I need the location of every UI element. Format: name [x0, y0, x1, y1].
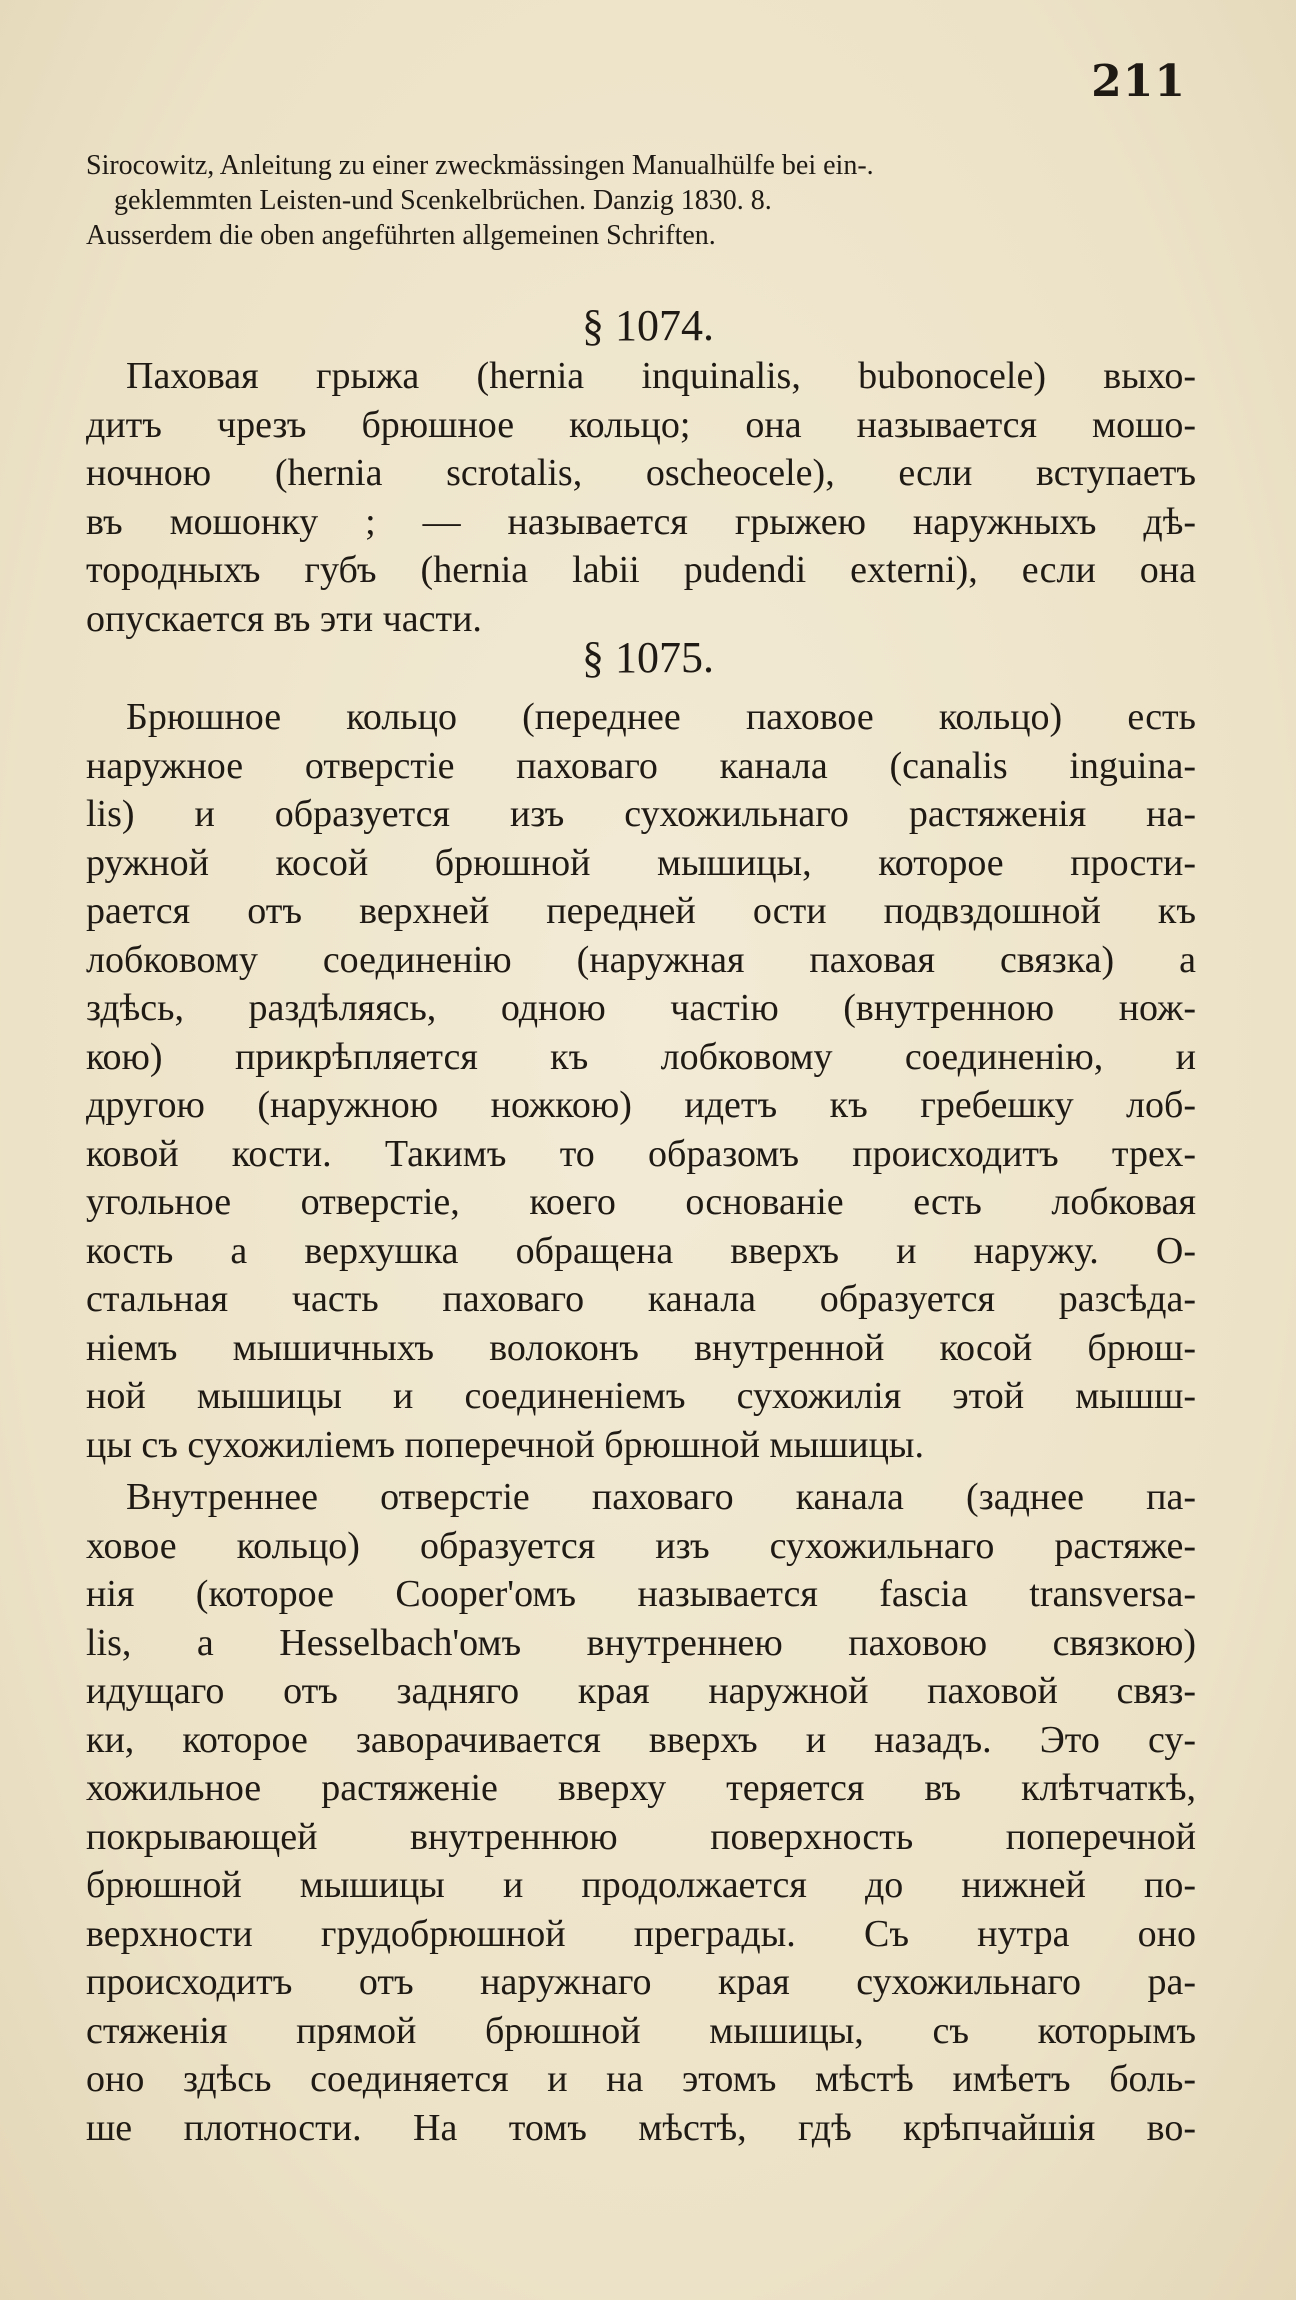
text-line: угольное отверстіе, коего основаніе есть лобковая	[86, 1181, 1196, 1223]
citation-line: Ausserdem die oben angeführten allgemeinen Schriften.	[86, 220, 716, 251]
paragraph-1075-a	[86, 693, 1196, 1469]
text-line: нія (которое Cooper'омъ называется fascia transversa-	[86, 1573, 1196, 1615]
paragraph-1075-b	[86, 1473, 1196, 2152]
text-line: lis, а Hesselbach'омъ внутреннею паховою связкою)	[86, 1621, 1196, 1664]
text-line: происходитъ отъ наружнаго края сухожильнаго ра-	[86, 1961, 1196, 2003]
text-line: ки, которое заворачивается вверхъ и назадъ. Это су-	[86, 1718, 1196, 1761]
citation-line: geklemmten Leisten-und Scenkelbrüchen. Danzig 1830. 8.	[114, 185, 772, 216]
text-line: цы съ сухожиліемъ поперечной брюшной мышицы.	[86, 1423, 924, 1466]
text-line: Паховая грыжа (hernia inquinalis, bubonocele) выхо-	[126, 355, 1196, 397]
text-line: хожильное растяженіе вверху теряется въ клѣтчаткѣ,	[86, 1767, 1196, 1809]
text-line: опускается въ эти части.	[86, 597, 482, 640]
text-line: lis) и образуется изъ сухожильнаго растяженія на-	[86, 793, 1196, 835]
text-line: ночною (hernia scrotalis, oscheocele), если вступаетъ	[86, 452, 1196, 494]
bibliographic-citation	[86, 148, 1216, 253]
text-line: рается отъ верхней передней ости подвздошной къ	[86, 890, 1196, 932]
text-line: Внутреннее отверстіе паховаго канала (заднее па-	[126, 1476, 1196, 1518]
text-line: другою (наружною ножкою) идетъ къ гребешку лоб-	[86, 1084, 1196, 1126]
text-line: идущаго отъ задняго края наружной паховой связ-	[86, 1670, 1196, 1712]
text-line: ховое кольцо) образуется изъ сухожильнаго растяже-	[86, 1524, 1196, 1567]
paragraph-1074	[86, 352, 1196, 643]
text-line: кою) прикрѣпляется къ лобковому соединенію, и	[86, 1035, 1196, 1078]
text-line: ружной косой брюшной мышицы, которое прости-	[86, 841, 1196, 884]
text-line: стяженія прямой брюшной мышицы, съ которымъ	[86, 2009, 1196, 2052]
text-line: ной мышицы и соединеніемъ сухожилія этой мышш-	[86, 1375, 1196, 1417]
section-heading-1074: § 1074.	[582, 301, 714, 350]
text-line: верхности грудобрюшной преграды. Съ нутра оно	[86, 1912, 1196, 1955]
page-number: 211	[1091, 56, 1186, 107]
text-line: тородныхъ губъ (hernia labii pudendi externi), если она	[86, 549, 1196, 591]
text-line: Брюшное кольцо (переднее паховое кольцо) есть	[126, 696, 1196, 738]
text-line: дитъ чрезъ брюшное кольцо; она называется мошо-	[86, 403, 1196, 446]
text-line: кость а верхушка обращена вверхъ и наружу. О-	[86, 1229, 1196, 1272]
section-heading-1075: § 1075.	[582, 633, 714, 682]
text-line: ніемъ мышичныхъ волоконъ внутренной косой брюш-	[86, 1326, 1196, 1369]
text-line: здѣсь, раздѣляясь, одною частію (внутренною нож-	[86, 987, 1196, 1029]
text-line: въ мошонку ; — называется грыжею наружныхъ дѣ-	[86, 500, 1196, 543]
text-line: оно здѣсь соединяется и на этомъ мѣстѣ имѣетъ боль-	[86, 2058, 1196, 2100]
text-line: наружное отверстіе паховаго канала (canalis inguina-	[86, 744, 1196, 787]
text-line: покрывающей внутреннюю поверхность поперечной	[86, 1815, 1196, 1858]
text-line: брюшной мышицы и продолжается до нижней по-	[86, 1864, 1196, 1906]
text-line: стальная часть паховаго канала образуется разсѣда-	[86, 1278, 1196, 1320]
citation-line: Sirocowitz, Anleitung zu einer zweckmässingen Manualhülfe bei ein-.	[86, 150, 874, 181]
text-line: ковой кости. Такимъ то образомъ происходитъ трех-	[86, 1132, 1196, 1175]
text-line: лобковому соединенію (наружная паховая связка) а	[86, 938, 1196, 981]
text-line: ше плотности. На томъ мѣстѣ, гдѣ крѣпчайшія во-	[86, 2106, 1196, 2149]
